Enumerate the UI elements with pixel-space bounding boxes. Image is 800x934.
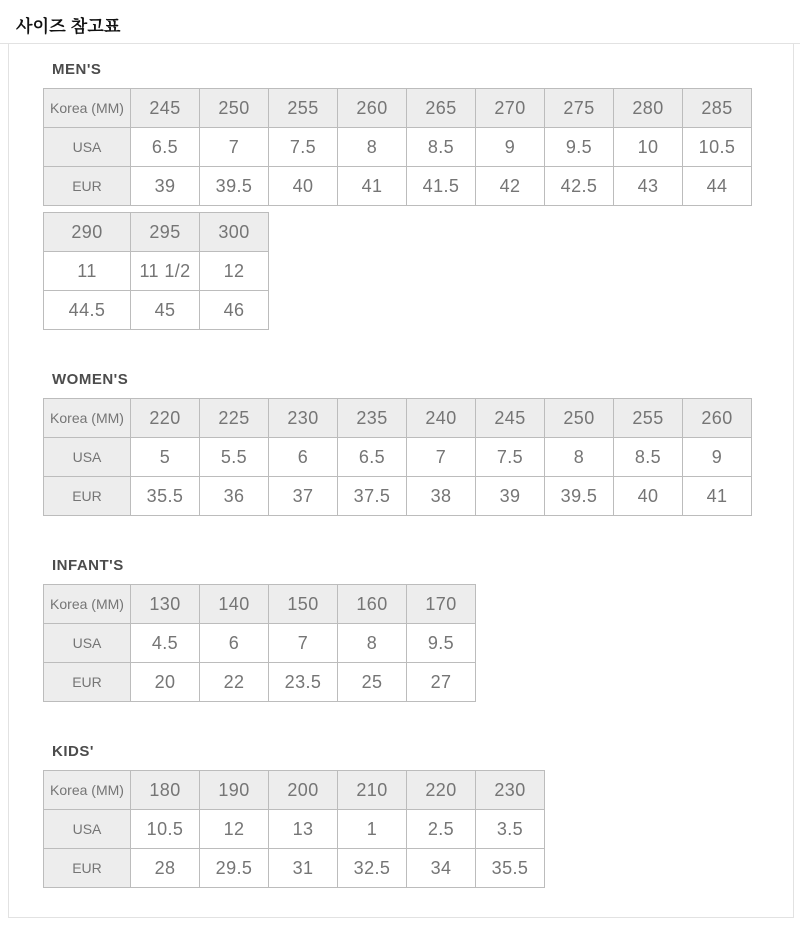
size-value-cell: 44.5 (44, 291, 131, 330)
row-label-cell: EUR (44, 663, 131, 702)
size-header-cell: 130 (131, 585, 200, 624)
size-value-cell: 20 (131, 663, 200, 702)
size-header-cell: 230 (476, 771, 545, 810)
table-row (44, 128, 752, 167)
size-table (43, 88, 752, 206)
size-value-cell: 7 (407, 438, 476, 477)
size-value-cell: 6 (200, 624, 269, 663)
table-row (44, 663, 476, 702)
size-header-cell: 255 (614, 399, 683, 438)
row-label-cell: EUR (44, 477, 131, 516)
size-header-cell: 180 (131, 771, 200, 810)
size-value-cell: 34 (407, 849, 476, 888)
size-value-cell: 46 (200, 291, 269, 330)
table-row (44, 849, 545, 888)
table-row (44, 438, 752, 477)
korea-label-cell: Korea (MM) (44, 399, 131, 438)
size-header-cell: 170 (407, 585, 476, 624)
size-value-cell: 22 (200, 663, 269, 702)
section-heading: WOMEN'S (52, 371, 129, 388)
size-value-cell: 43 (614, 167, 683, 206)
size-header-cell: 290 (44, 213, 131, 252)
size-value-cell: 25 (338, 663, 407, 702)
section-heading: KIDS' (52, 743, 94, 760)
size-value-cell: 39 (131, 167, 200, 206)
size-table (43, 584, 476, 702)
korea-label-cell: Korea (MM) (44, 89, 131, 128)
table-header-row (44, 89, 752, 128)
page-header (0, 0, 800, 44)
size-value-cell: 10 (614, 128, 683, 167)
size-header-cell: 245 (131, 89, 200, 128)
size-value-cell: 41 (683, 477, 752, 516)
size-value-cell: 6.5 (338, 438, 407, 477)
size-value-cell: 1 (338, 810, 407, 849)
size-section (43, 742, 793, 888)
size-header-cell: 190 (200, 771, 269, 810)
size-value-cell: 8.5 (407, 128, 476, 167)
row-label-cell: EUR (44, 167, 131, 206)
size-value-cell: 9 (476, 128, 545, 167)
korea-label-cell: Korea (MM) (44, 585, 131, 624)
size-header-cell: 280 (614, 89, 683, 128)
section-heading: INFANT'S (52, 557, 124, 574)
size-value-cell: 41.5 (407, 167, 476, 206)
table-header-row (44, 213, 269, 252)
page-title: 사이즈 참고표 (16, 17, 121, 36)
size-header-cell: 260 (338, 89, 407, 128)
size-value-cell: 13 (269, 810, 338, 849)
table-header-row (44, 399, 752, 438)
size-value-cell: 38 (407, 477, 476, 516)
size-header-cell: 250 (200, 89, 269, 128)
size-value-cell: 35.5 (476, 849, 545, 888)
size-chart-container (8, 44, 794, 918)
size-value-cell: 8 (545, 438, 614, 477)
size-header-cell: 260 (683, 399, 752, 438)
size-value-cell: 7.5 (476, 438, 545, 477)
size-value-cell: 42 (476, 167, 545, 206)
size-value-cell: 10.5 (683, 128, 752, 167)
size-header-cell: 230 (269, 399, 338, 438)
size-value-cell: 5 (131, 438, 200, 477)
size-header-cell: 150 (269, 585, 338, 624)
size-header-cell: 210 (338, 771, 407, 810)
table-row (44, 477, 752, 516)
size-value-cell: 35.5 (131, 477, 200, 516)
size-value-cell: 8 (338, 624, 407, 663)
size-table (43, 770, 545, 888)
table-header-row (44, 771, 545, 810)
size-value-cell: 39.5 (545, 477, 614, 516)
size-value-cell: 44 (683, 167, 752, 206)
size-value-cell: 12 (200, 252, 269, 291)
size-header-cell: 255 (269, 89, 338, 128)
size-value-cell: 39.5 (200, 167, 269, 206)
size-value-cell: 28 (131, 849, 200, 888)
size-value-cell: 27 (407, 663, 476, 702)
size-value-cell: 3.5 (476, 810, 545, 849)
size-header-cell: 220 (131, 399, 200, 438)
size-section (43, 370, 793, 516)
row-label-cell: USA (44, 128, 131, 167)
size-value-cell: 9.5 (407, 624, 476, 663)
size-value-cell: 45 (131, 291, 200, 330)
size-value-cell: 6 (269, 438, 338, 477)
size-header-cell: 140 (200, 585, 269, 624)
size-header-cell: 235 (338, 399, 407, 438)
size-value-cell: 37 (269, 477, 338, 516)
row-label-cell: USA (44, 438, 131, 477)
size-value-cell: 7 (200, 128, 269, 167)
size-value-cell: 8.5 (614, 438, 683, 477)
size-value-cell: 2.5 (407, 810, 476, 849)
size-value-cell: 4.5 (131, 624, 200, 663)
size-value-cell: 29.5 (200, 849, 269, 888)
table-row (44, 810, 545, 849)
table-row (44, 252, 269, 291)
size-value-cell: 6.5 (131, 128, 200, 167)
size-value-cell: 11 (44, 252, 131, 291)
size-section (43, 556, 793, 702)
size-value-cell: 8 (338, 128, 407, 167)
size-header-cell: 300 (200, 213, 269, 252)
size-header-cell: 245 (476, 399, 545, 438)
size-header-cell: 295 (131, 213, 200, 252)
size-value-cell: 40 (269, 167, 338, 206)
size-header-cell: 250 (545, 399, 614, 438)
korea-label-cell: Korea (MM) (44, 771, 131, 810)
size-header-cell: 200 (269, 771, 338, 810)
size-header-cell: 285 (683, 89, 752, 128)
size-value-cell: 9.5 (545, 128, 614, 167)
row-label-cell: USA (44, 624, 131, 663)
table-header-row (44, 585, 476, 624)
row-label-cell: EUR (44, 849, 131, 888)
size-value-cell: 7 (269, 624, 338, 663)
size-header-cell: 225 (200, 399, 269, 438)
size-value-cell: 11 1/2 (131, 252, 200, 291)
size-value-cell: 42.5 (545, 167, 614, 206)
size-table (43, 398, 752, 516)
size-section (43, 60, 793, 330)
section-heading: MEN'S (52, 61, 102, 78)
size-value-cell: 12 (200, 810, 269, 849)
size-value-cell: 32.5 (338, 849, 407, 888)
table-row (44, 624, 476, 663)
row-label-cell: USA (44, 810, 131, 849)
table-row (44, 291, 269, 330)
size-header-cell: 270 (476, 89, 545, 128)
size-header-cell: 275 (545, 89, 614, 128)
size-header-cell: 265 (407, 89, 476, 128)
size-value-cell: 36 (200, 477, 269, 516)
size-value-cell: 5.5 (200, 438, 269, 477)
size-value-cell: 10.5 (131, 810, 200, 849)
size-value-cell: 9 (683, 438, 752, 477)
size-value-cell: 7.5 (269, 128, 338, 167)
size-header-cell: 220 (407, 771, 476, 810)
size-value-cell: 23.5 (269, 663, 338, 702)
size-value-cell: 39 (476, 477, 545, 516)
size-value-cell: 40 (614, 477, 683, 516)
size-value-cell: 37.5 (338, 477, 407, 516)
table-row (44, 167, 752, 206)
size-value-cell: 31 (269, 849, 338, 888)
size-header-cell: 160 (338, 585, 407, 624)
size-table (43, 212, 269, 330)
size-header-cell: 240 (407, 399, 476, 438)
size-value-cell: 41 (338, 167, 407, 206)
